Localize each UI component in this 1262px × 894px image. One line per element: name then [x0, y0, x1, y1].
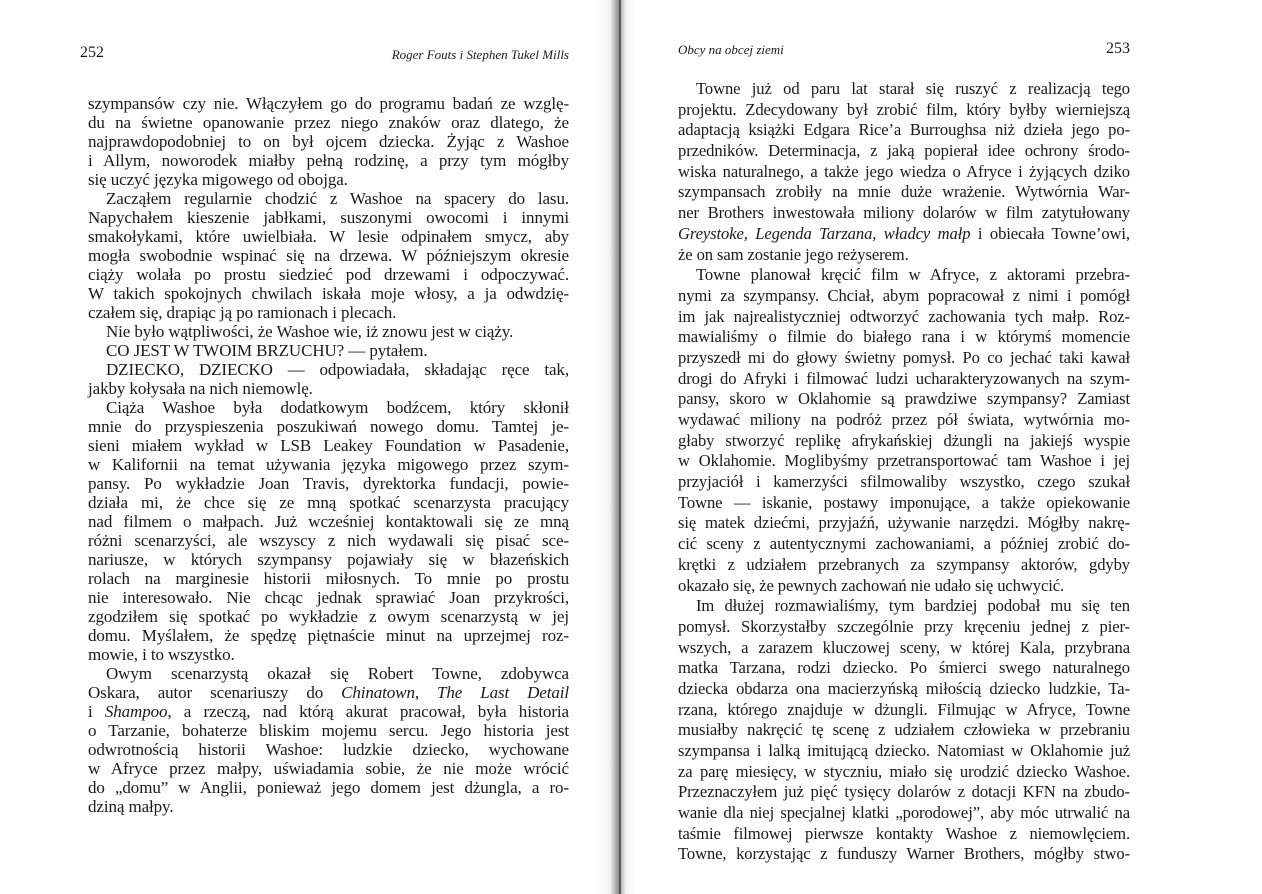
text-line: Napychałem kieszenie jabłkami, suszonymi owocomi i innymi — [88, 208, 569, 227]
text-line: jakby kołysała na nich niemowlę. — [88, 379, 313, 398]
text-line: dziecka obdarza ona macierzyńską miłością dziecko ludzkie, Ta- — [678, 678, 1130, 698]
text-line: adaptacją książki Edgara Rice’a Burroughsa niż dzieła jego po- — [678, 120, 1130, 140]
text-line — [88, 702, 569, 721]
text-line: szympansów czy nie. Włączyłem go do programu badań ze wzglę- — [88, 94, 569, 113]
text-line: CO JEST W TWOIM BRZUCHU? — pytałem. — [106, 341, 428, 360]
text-line: dziną małpy. — [88, 797, 174, 816]
text-line: nad filmem o małpach. Już wcześniej kontaktowali się ze mną — [88, 512, 569, 531]
text-line: rzana, którego znajduje w dżungli. Filmując w Afryce, Towne — [678, 699, 1130, 719]
text-line: wanie dla niej specjalnej klatki „porodowej”, aby móc utrwalić na — [678, 803, 1130, 823]
text-line: najprawdopodobniej to on był ojcem dziecka. Żyjąc z Washoe — [88, 132, 569, 151]
text-line: domu. Myślałem, że spędzę piętnaście minut na uprzejmej roz- — [88, 626, 569, 645]
text-line: różni scenarzyści, ale wszyscy z nich wydawali się pisać sce- — [88, 531, 569, 550]
text-line: do „domu” w Anglii, ponieważ jego domem jest dżungla, a ro- — [88, 778, 569, 797]
text-line: Towne — iskanie, postawy imponujące, a także opiekowanie — [678, 492, 1130, 512]
text-line: Ciąża Washoe była dodatkowym bodźcem, który skłonił — [106, 398, 569, 417]
text-line: nymi za szympansy. Chciał, abym popracował z nimi i pomógł — [678, 285, 1130, 305]
text-line: W takich spokojnych chwilach iskała moje włosy, a ja odwdzię- — [88, 284, 569, 303]
page-number: 252 — [80, 44, 104, 61]
text-line: Towne planował kręcić film w Afryce, z aktorami przebra- — [696, 265, 1130, 285]
text-line: pansy. Po wykładzie Joan Travis, dyrektorka fundacji, powie- — [88, 474, 569, 493]
book-gutter — [596, 0, 636, 894]
italic-title: The Last Detail — [437, 683, 569, 702]
text-line: szympansach zrobiły na mnie duże wrażenie. Wytwórnia War- — [678, 182, 1130, 202]
text-line: wydawać miliony na podróż przez pół świata, wytwórnia mo- — [678, 410, 1130, 429]
text-line: czałem się, drapiąc ją po ramionach i plecach. — [88, 303, 397, 322]
text-line: mogła swobodnie wspinać się na drzewa. W późniejszym okresie — [88, 246, 569, 265]
text-line: mawialiśmy o filmie do białego rana i w którymś momencie — [678, 327, 1130, 347]
italic-title: Greystoke, Legenda Tarzana, władcy małp — [678, 223, 971, 243]
text-line: nariusze, w których szympansy pojawiały się w błazeńskich — [88, 550, 569, 569]
text-line: ner Brothers inwestowała miliony dolarów w film zatytułowany — [678, 203, 1130, 223]
text-line: przyjaciół i kamerzyści sfilmowaliby wszystko, czego szukał — [678, 472, 1130, 492]
text-line: du na świetne opanowanie przez niego znaków oraz dlatego, że — [88, 113, 569, 132]
text-line: i Allym, noworodek miałby pełną rodzinę, a przy tym mógłby — [88, 151, 569, 170]
text-line: cić sceny z autentycznymi zachowaniami, a później zrobić do- — [678, 534, 1130, 554]
page-number: 253 — [1106, 40, 1130, 57]
text-line: w Oklahomie. Moglibyśmy przetransportować tam Washoe i jej — [678, 451, 1130, 471]
text-segment: i — [88, 702, 105, 721]
text-segment: i obiecała Towne’owi, — [970, 223, 1130, 243]
italic-title: Chinatown — [341, 683, 415, 702]
text-line: sieni miałem wykład w LSB Leakey Foundation w Pasadenie, — [88, 436, 569, 455]
text-line — [88, 683, 569, 702]
text-line: musiałby nakręcić tę scenę z udziałem człowieka w przebraniu — [678, 720, 1130, 740]
text-line: taśmie filmowej pierwsze kontakty Washoe z niemowlęciem. — [678, 823, 1130, 843]
text-line: DZIECKO, DZIECKO — odpowiadała, składając ręce tak, — [106, 360, 569, 379]
text-line: się matek dziećmi, przyjaźń, używanie narzędzi. Mógłby nakrę- — [678, 513, 1130, 533]
text-line: Przeznaczyłem już pięć tysięcy dolarów z dotacji KFN na zbudo- — [678, 782, 1130, 802]
text-line: działa mi, że chce się ze mną spotkać scenarzysta pracujący — [88, 493, 569, 512]
text-line: drogi do Afryki i filmować ludzi ucharakteryzowanych na szym- — [678, 368, 1130, 388]
text-line: głaby stworzyć replikę afrykańskiej dżungli na jakiejś wyspie — [678, 430, 1130, 450]
page-body — [678, 79, 1130, 865]
text-line: o Tarzanie, bohaterze bliskim mojemu sercu. Jego historia jest — [88, 721, 569, 740]
text-line: nie interesowało. Nie chcąc jednak sprawiać Joan przykrości, — [88, 588, 569, 607]
running-head: Roger Fouts i Stephen Tukel Mills — [391, 47, 569, 62]
text-line: przyszedł mi do głowy świetny pomysł. Po co jechać taki kawał — [678, 347, 1130, 367]
text-line: mnie do przyspieszenia poszukiwań nowego domu. Tamtej je- — [88, 417, 569, 436]
text-line: rolach na marginesie historii miłosnych. To mnie po prostu — [88, 569, 569, 588]
running-head: Obcy na obcej ziemi — [678, 42, 784, 57]
text-line: szympansa i lalką imitującą dziecko. Natomiast w Oklahomie już — [678, 741, 1130, 760]
text-line: się uczyć języka migowego od obojga. — [88, 170, 348, 189]
text-line: zgodziłem się spotkać po wykładzie z owym scenarzystą w jej — [88, 607, 569, 626]
page-body — [88, 94, 569, 816]
text-line: za parę miesięcy, w styczniu, miało się urodzić dziecko Washoe. — [678, 761, 1130, 781]
text-line: pomysł. Skorzystałby szczególnie przy kręceniu jednej z pier- — [678, 616, 1130, 636]
text-line: Zacząłem regularnie chodzić z Washoe na spacery do lasu. — [106, 189, 569, 208]
text-segment: , a rzeczą, nad którą akurat pracował, była historia — [167, 702, 569, 721]
text-line: odwrotnością historii Washoe: ludzkie dziecko, wychowane — [88, 740, 569, 759]
text-line: projektu. Zdecydowany był zrobić film, który byłby wierniejszą — [678, 99, 1130, 119]
italic-title: Shampoo — [104, 702, 168, 721]
text-line — [678, 224, 1130, 245]
text-line: im jak najrealistyczniej odtworzyć zachowania tych małp. Roz- — [678, 306, 1130, 326]
text-line: że on sam zostanie jego reżyserem. — [678, 244, 909, 264]
text-line: ciąży wolała po prostu siedzieć pod drzewami i odpoczywać. — [88, 265, 569, 284]
text-segment: Oskara, autor scenariuszy do — [88, 683, 342, 702]
text-segment: , — [414, 683, 438, 702]
text-line: wszych, a zarazem kluczowej sceny, w której Kala, przybrana — [678, 637, 1130, 657]
text-line: mowie, i to wszystko. — [88, 645, 235, 664]
text-line: w Kalifornii na temat używania języka migowego przez szym- — [88, 455, 569, 474]
text-line: okazało się, że pewnych zachowań nie udało się uchwycić. — [678, 575, 1065, 595]
text-line: Towne, korzystając z funduszy Warner Brothers, mógłby stwo- — [678, 844, 1130, 864]
text-line: smakołykami, które uwielbiała. W lesie odpinałem smycz, aby — [88, 227, 569, 246]
text-line: Nie było wątpliwości, że Washoe wie, iż znowu jest w ciąży. — [106, 322, 514, 341]
text-line: Im dłużej rozmawialiśmy, tym bardziej podobał mu się ten — [696, 596, 1130, 616]
text-line: przedników. Determinacja, z jaką popierał idee ochrony środo- — [678, 141, 1130, 161]
text-line: krętki z udziałem przebranych za szympansy aktorów, gdyby — [678, 554, 1130, 574]
text-line: w Afryce przez małpy, uświadamia sobie, że nie może wrócić — [88, 759, 569, 778]
gutter-line — [619, 0, 621, 894]
text-line: Owym scenarzystą okazał się Robert Towne, zdobywca — [106, 664, 569, 683]
text-line: matka Tarzana, rodzi dziecko. Po śmierci swego naturalnego — [678, 658, 1130, 678]
text-line: wiska naturalnego, a także jego wiedza o Afryce i żyjących dziko — [678, 161, 1130, 181]
text-line: pansy, skoro w Oklahomie są prawdziwe szympansy? Zamiast — [678, 389, 1130, 409]
text-line: Towne już od paru lat starał się ruszyć z realizacją tego — [696, 79, 1130, 98]
